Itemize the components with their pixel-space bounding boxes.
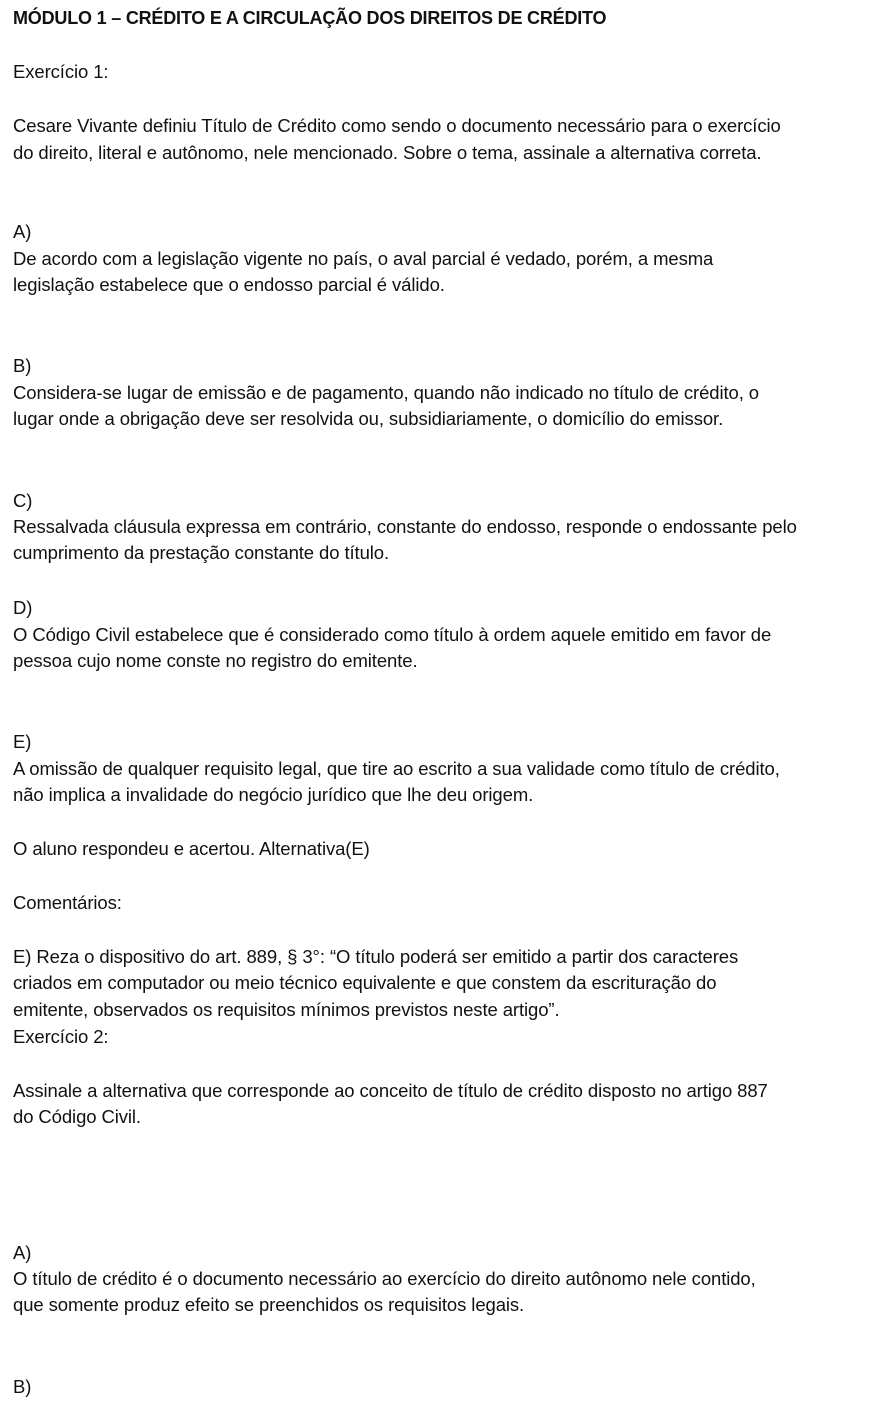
option-c-letter: C) xyxy=(13,490,33,511)
option-a-text-line-2: legislação estabelece que o endosso parcial é válido. xyxy=(13,274,445,295)
option-b-letter: B) xyxy=(13,355,32,376)
exercise-1-question-line-1: Cesare Vivante definiu Título de Crédito como sendo o documento necessário para o exercício xyxy=(13,115,781,136)
exercise-2-question-line-2: do Código Civil. xyxy=(13,1106,141,1127)
exercise-1-label: Exercício 1: xyxy=(13,61,109,82)
comment-line-2: criados em computador ou meio técnico equivalente e que constem da escrituração do xyxy=(13,972,717,993)
ex2-option-a-text-line-1: O título de crédito é o documento necessário ao exercício do direito autônomo nele contido, xyxy=(13,1268,756,1289)
comments-label: Comentários: xyxy=(13,892,122,913)
option-a-text-line-1: De acordo com a legislação vigente no país, o aval parcial é vedado, porém, a mesma xyxy=(13,248,714,269)
option-d-letter: D) xyxy=(13,597,33,618)
option-a-letter: A) xyxy=(13,221,32,242)
option-b-text-line-2: lugar onde a obrigação deve ser resolvida ou, subsidiariamente, o domicílio do emissor. xyxy=(13,408,724,429)
ex2-option-a-letter: A) xyxy=(13,1242,32,1263)
comment-line-1: E) Reza o dispositivo do art. 889, § 3°: “O título poderá ser emitido a partir dos caracteres xyxy=(13,946,739,967)
exercise-2-label: Exercício 2: xyxy=(13,1026,109,1047)
exercise-1-question-line-2: do direito, literal e autônomo, nele mencionado. Sobre o tema, assinale a alternativa correta. xyxy=(13,142,762,163)
option-e-letter: E) xyxy=(13,731,32,752)
option-b-text-line-1: Considera-se lugar de emissão e de pagamento, quando não indicado no título de crédito, o xyxy=(13,382,759,403)
option-c-text-line-1: Ressalvada cláusula expressa em contrário, constante do endosso, responde o endossante pelo xyxy=(13,516,797,537)
option-e-text-line-2: não implica a invalidade do negócio jurídico que lhe deu origem. xyxy=(13,784,534,805)
comment-line-3: emitente, observados os requisitos mínimos previstos neste artigo”. xyxy=(13,999,560,1020)
option-c-text-line-2: cumprimento da prestação constante do título. xyxy=(13,542,389,563)
exercise-2-question-line-1: Assinale a alternativa que corresponde ao conceito de título de crédito disposto no artigo 887 xyxy=(13,1080,768,1101)
option-d-text-line-1: O Código Civil estabelece que é considerado como título à ordem aquele emitido em favor de xyxy=(13,624,772,645)
ex2-option-a-text-line-2: que somente produz efeito se preenchidos os requisitos legais. xyxy=(13,1294,525,1315)
module-title: MÓDULO 1 – CRÉDITO E A CIRCULAÇÃO DOS DIREITOS DE CRÉDITO xyxy=(13,8,607,28)
option-e-text-line-1: A omissão de qualquer requisito legal, que tire ao escrito a sua validade como título de crédito, xyxy=(13,758,780,779)
option-d-text-line-2: pessoa cujo nome conste no registro do emitente. xyxy=(13,650,418,671)
answer-result: O aluno respondeu e acertou. Alternativa(E) xyxy=(13,838,370,859)
ex2-option-b-letter: B) xyxy=(13,1376,32,1397)
